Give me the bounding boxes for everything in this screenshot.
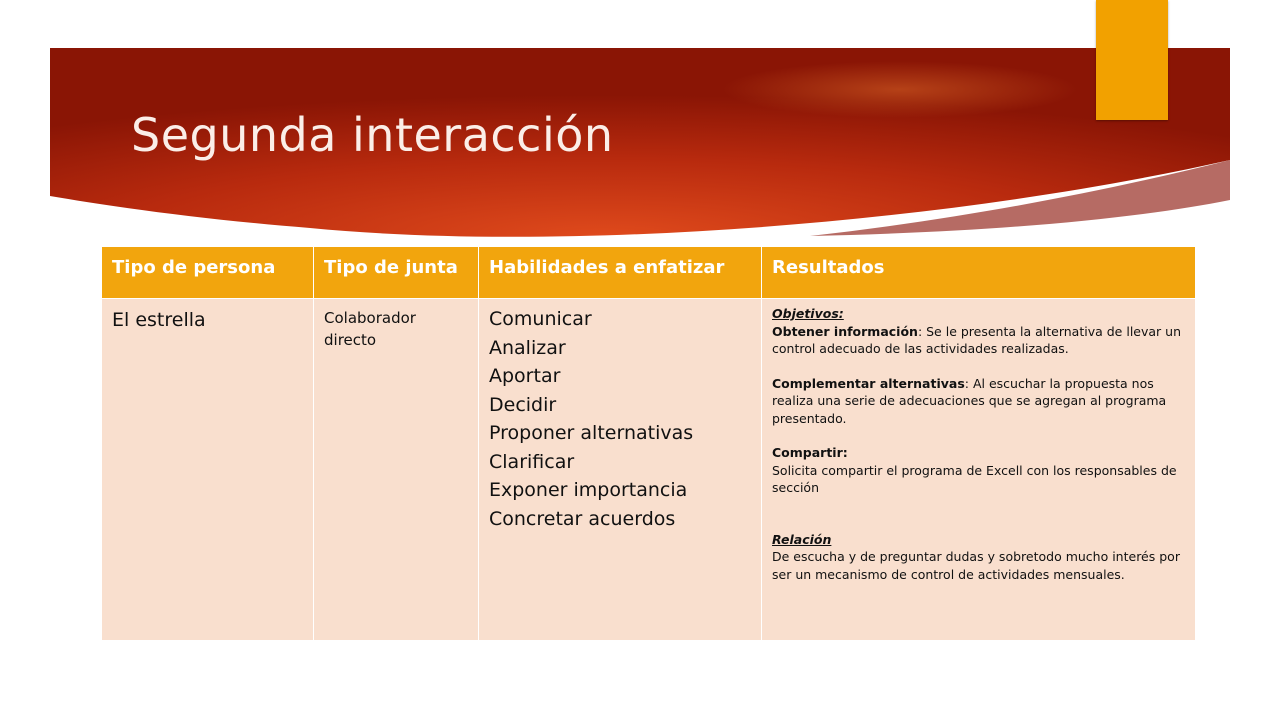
header-habilidades: Habilidades a enfatizar xyxy=(479,247,762,299)
skill-item: Aportar xyxy=(489,365,561,387)
objetivos-label: Objetivos: xyxy=(772,306,844,321)
header-tipo-junta: Tipo de junta xyxy=(314,247,479,299)
relacion-text: De escucha y de preguntar dudas y sobretodo mucho interés por ser un mecanismo de control de actividades mensuales. xyxy=(772,549,1180,582)
cell-habilidades xyxy=(479,299,762,641)
cell-tipo-persona: El estrella xyxy=(102,299,314,641)
skill-item: Decidir xyxy=(489,393,557,416)
skill-item: Clarificar xyxy=(489,450,575,473)
compartir-label: Compartir: xyxy=(772,445,848,460)
header-tipo-persona: Tipo de persona xyxy=(102,247,314,299)
compartir-text: Solicita compartir el programa de Excell con los responsables de sección xyxy=(772,462,1177,495)
complementar-text: : Al escuchar la propuesta nos realiza una serie de adecuaciones que se agregan al programa presentado. xyxy=(772,375,1167,426)
table-header-row xyxy=(102,247,1196,299)
table-row xyxy=(102,299,1196,641)
skill-item: Proponer alternativas xyxy=(489,422,694,444)
interaction-table xyxy=(101,246,1196,641)
obtener-label: Obtener información xyxy=(772,323,918,339)
relacion-label: Relación xyxy=(772,531,832,547)
skill-item: Exponer importancia xyxy=(489,479,688,501)
cell-resultados xyxy=(762,299,1196,641)
skill-item: Analizar xyxy=(489,336,566,359)
complementar-label: Complementar alternativas xyxy=(772,375,965,391)
skill-item: Concretar acuerdos xyxy=(489,507,676,530)
cell-tipo-junta: Colaborador directo xyxy=(314,299,479,641)
skill-item: Comunicar xyxy=(489,308,592,330)
obtener-text: : Se le presenta la alternativa de llevar un control adecuado de las actividades realizadas. xyxy=(772,323,1181,356)
header-resultados: Resultados xyxy=(762,247,1196,299)
accent-tab xyxy=(1096,0,1168,120)
slide-title: Segunda interacción xyxy=(131,108,614,162)
